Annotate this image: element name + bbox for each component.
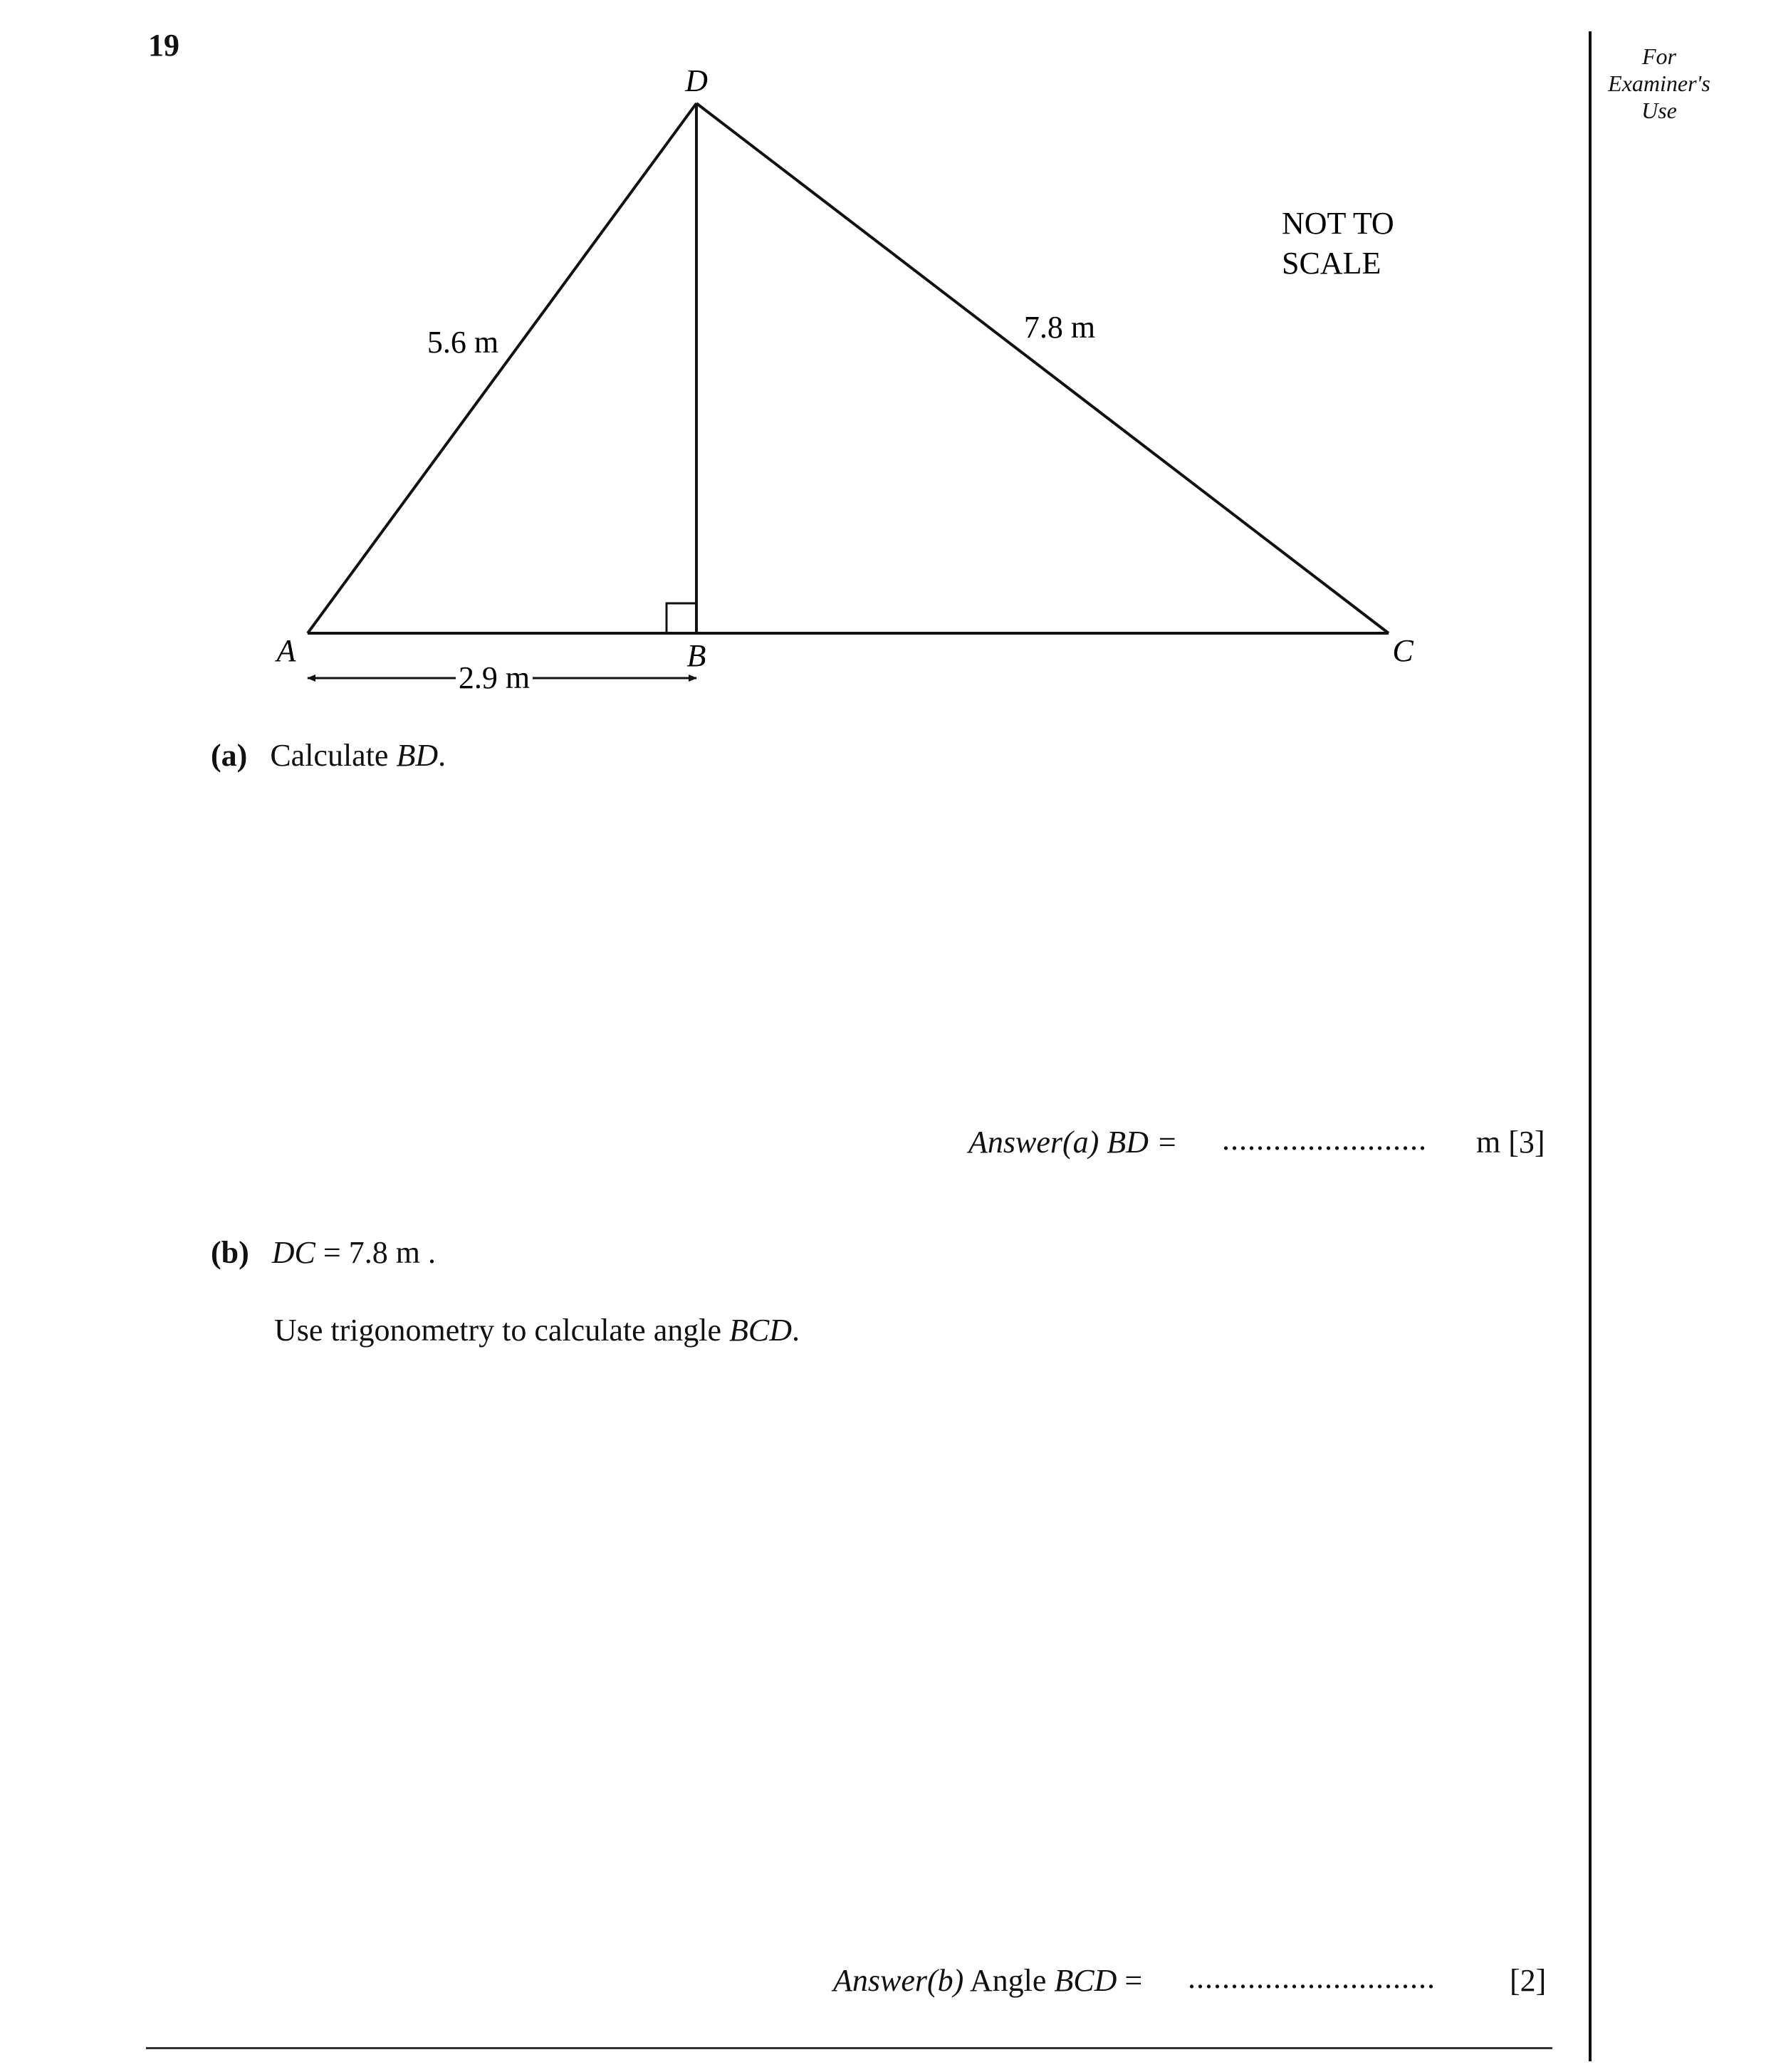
- examiner-line-1: For: [1642, 43, 1676, 69]
- part-b-answer-dots[interactable]: .............................: [1188, 1960, 1436, 1995]
- part-a-prompt: [211, 737, 446, 774]
- vertex-label-d: D: [685, 63, 708, 98]
- side-label-ab: 2.9 m: [458, 660, 531, 695]
- part-b-prompt-text: Use trigonometry to calculate angle: [274, 1313, 729, 1348]
- part-b-given: [211, 1234, 436, 1271]
- part-b-answer-label: [833, 1962, 1142, 1999]
- vertex-label-c: C: [1392, 633, 1414, 668]
- part-b-answer-label-italic: Answer(b): [833, 1963, 964, 1998]
- part-b-answer-var: BCD: [1054, 1963, 1117, 1998]
- side-dc: [696, 103, 1389, 633]
- part-a-answer-dots[interactable]: ........................: [1222, 1122, 1427, 1157]
- not-to-scale-line-1: NOT TO: [1282, 206, 1394, 241]
- part-b-prompt-var: BCD: [729, 1313, 792, 1348]
- part-a-answer-label: Answer(a) BD =: [968, 1125, 1178, 1160]
- part-b-answer-eq: =: [1117, 1963, 1143, 1998]
- side-label-dc: 7.8 m: [1023, 310, 1096, 345]
- part-a-prompt-var: BD: [396, 738, 439, 773]
- triangle-diagram: [0, 0, 1588, 712]
- part-a-prompt-text: Calculate: [270, 738, 397, 773]
- not-to-scale-line-2: SCALE: [1282, 246, 1381, 281]
- question-number: 19: [148, 28, 179, 63]
- part-a-prompt-end: .: [438, 738, 446, 773]
- part-b-prompt: [274, 1312, 800, 1348]
- examiner-line-3: Use: [1641, 98, 1677, 123]
- side-label-ad: 5.6 m: [427, 325, 499, 360]
- examiner-margin-rule: [1589, 31, 1592, 2061]
- part-b-prompt-end: .: [792, 1313, 800, 1348]
- part-b-given-var: DC: [271, 1235, 315, 1270]
- right-angle-marker: [667, 603, 696, 633]
- part-a-answer-unit: m [3]: [1476, 1125, 1545, 1160]
- examiner-line-2: Examiner's: [1608, 71, 1710, 96]
- bottom-rule: [146, 2047, 1552, 2049]
- part-a-label: (a): [211, 738, 248, 773]
- vertex-label-b: B: [686, 638, 706, 673]
- part-b-given-value: = 7.8 m .: [315, 1235, 436, 1270]
- examiner-use-box: [1595, 43, 1723, 124]
- part-b-answer-label-rest: Angle: [963, 1963, 1055, 1998]
- part-b-label: (b): [211, 1235, 249, 1270]
- side-ad: [308, 103, 696, 633]
- part-b-answer-marks: [2]: [1510, 1963, 1547, 1998]
- vertex-label-a: A: [276, 633, 296, 668]
